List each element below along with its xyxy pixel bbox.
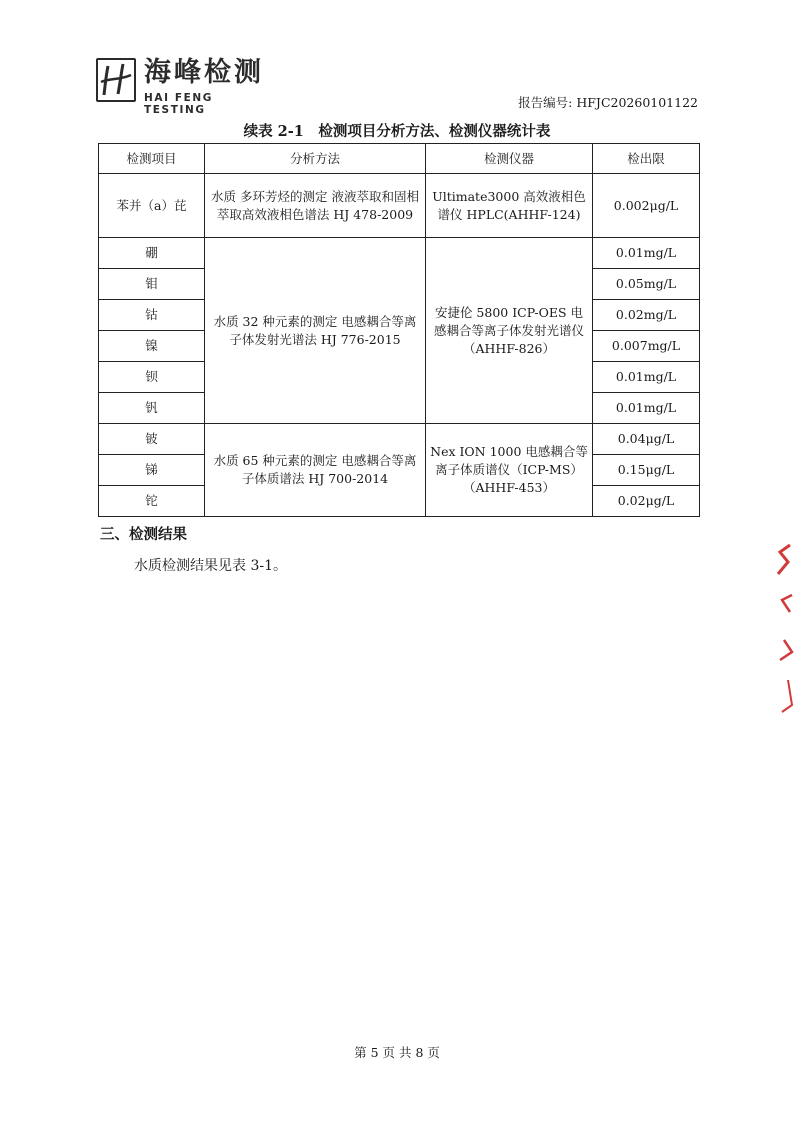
method-cell: 水质 多环芳烃的测定 液液萃取和固相萃取高效液相色谱法 HJ 478-2009 (205, 174, 426, 238)
section-text: 水质检测结果见表 3-1。 (134, 558, 287, 574)
item-cell: 钡 (99, 362, 205, 393)
limit-cell: 0.04μg/L (593, 424, 700, 455)
instrument-cell: 安捷伦 5800 ICP-OES 电感耦合等离子体发射光谱仪（AHHF-826） (426, 238, 593, 424)
method-cell: 水质 32 种元素的测定 电感耦合等离子体发射光谱法 HJ 776-2015 (205, 238, 426, 424)
logo-text-cn: 海峰检测 (144, 57, 264, 88)
limit-cell: 0.02μg/L (593, 486, 700, 517)
item-cell: 铍 (99, 424, 205, 455)
header-item: 检测项目 (99, 144, 205, 174)
header-limit: 检出限 (593, 144, 700, 174)
header-method: 分析方法 (205, 144, 426, 174)
table-row (99, 238, 700, 269)
method-cell: 水质 65 种元素的测定 电感耦合等离子体质谱法 HJ 700-2014 (205, 424, 426, 517)
logo-emblem (96, 58, 136, 102)
item-cell: 钒 (99, 393, 205, 424)
page-number: 第 5 页 共 8 页 (354, 1045, 440, 1060)
table-row (99, 424, 700, 455)
limit-cell: 0.02mg/L (593, 300, 700, 331)
seal-stamp-edge (774, 540, 794, 720)
limit-cell: 0.01mg/L (593, 238, 700, 269)
limit-cell: 0.01mg/L (593, 393, 700, 424)
methods-table (98, 143, 700, 517)
report-number-label: 报告编号: (518, 95, 573, 110)
table-header-row (99, 144, 700, 174)
logo-h-glyph (98, 60, 134, 100)
report-number (518, 93, 698, 111)
logo-text-en: HAI FENG TESTING (144, 92, 214, 116)
company-logo (96, 57, 266, 116)
item-cell: 钼 (99, 269, 205, 300)
instrument-cell: Nex ION 1000 电感耦合等离子体质谱仪（ICP-MS）（AHHF-453） (426, 424, 593, 517)
limit-cell: 0.05mg/L (593, 269, 700, 300)
item-cell: 铊 (99, 486, 205, 517)
table-title: 续表 2-1 检测项目分析方法、检测仪器统计表 (243, 123, 551, 140)
item-cell: 镍 (99, 331, 205, 362)
limit-cell: 0.002μg/L (593, 174, 700, 238)
report-number-value: HFJC20260101122 (576, 95, 698, 110)
item-cell: 苯并（a）芘 (99, 174, 205, 238)
item-cell: 钴 (99, 300, 205, 331)
instrument-cell: Ultimate3000 高效液相色谱仪 HPLC(AHHF-124) (426, 174, 593, 238)
limit-cell: 0.15μg/L (593, 455, 700, 486)
table-row (99, 174, 700, 238)
limit-cell: 0.007mg/L (593, 331, 700, 362)
item-cell: 硼 (99, 238, 205, 269)
limit-cell: 0.01mg/L (593, 362, 700, 393)
item-cell: 锑 (99, 455, 205, 486)
section-heading: 三、检测结果 (100, 526, 187, 543)
header-instrument: 检测仪器 (426, 144, 593, 174)
